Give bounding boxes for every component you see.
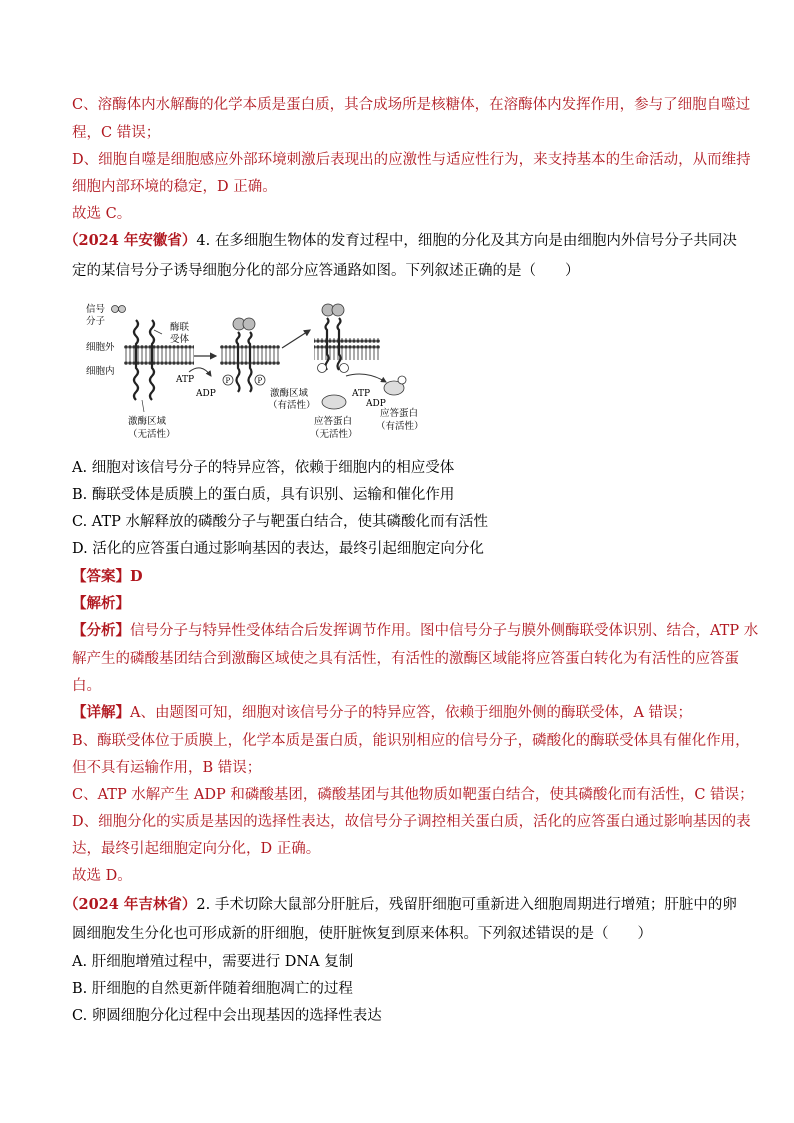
answer-line xyxy=(72,568,740,586)
option-d: D. 活化的应答蛋白通过影响基因的表达，最终引起细胞定向分化 xyxy=(72,541,484,557)
explanation-line: 细胞内部环境的稳定，D 正确。 xyxy=(72,179,277,195)
label-signal: 信号 xyxy=(86,304,106,315)
label-adp: ADP xyxy=(196,389,216,399)
label-kinase-state: （无活性） xyxy=(128,429,176,440)
xiangjie-line: 【详解】A、由题图可知，细胞对该信号分子的特异应答，依赖于细胞外侧的酶联受体，A 错误； xyxy=(72,704,693,721)
label-inside: 细胞内 xyxy=(86,366,115,377)
answer-tag: 【答案】 xyxy=(72,568,130,585)
question-4-stem xyxy=(64,232,737,250)
xiangjie-line: C、ATP 水解产生 ADP 和磷酸基团，磷酸基团与其他物质如靶蛋白结合，使其磷酸化而有活性，C 错误； xyxy=(72,787,754,803)
xiangjie-line: 但不具有运输作用，B 错误； xyxy=(72,760,262,776)
question-2-stem xyxy=(64,896,737,914)
option-b: B. 酶联受体是质膜上的蛋白质，具有识别、运输和催化作用 xyxy=(72,487,455,503)
explanation-line: D、细胞自噬是细胞感应外部环境刺激后表现出的应激性与适应性行为，来支持基本的生命活动，从而维持 xyxy=(72,152,751,168)
question-source: （2024 年安徽省） xyxy=(64,232,197,249)
question-text: 2. 手术切除大鼠部分肝脏后，残留肝细胞可重新进入细胞周期进行增殖；肝脏中的卵 xyxy=(196,897,737,913)
label-outside: 细胞外 xyxy=(86,342,115,353)
label-kinase-active-state: （有活性） xyxy=(268,400,316,411)
question-source: （2024 年吉林省） xyxy=(64,896,197,913)
question-text: 4. 在多细胞生物体的发育过程中，细胞的分化及其方向是由细胞内外信号分子共同决 xyxy=(196,233,737,249)
label-response: 应答蛋白 xyxy=(314,416,353,427)
question-2-stem-cont: 圆细胞发生分化也可形成新的肝细胞，使肝脏恢复到原来体积。下列叙述错误的是（ ） xyxy=(72,926,652,942)
fenxi-line: 解产生的磷酸基团结合到激酶区域使之具有活性，有活性的激酶区域能将应答蛋白转化为有活性的应答蛋 xyxy=(72,651,739,667)
fenxi-line: 【分析】信号分子与特异性受体结合后发挥调节作用。图中信号分子与膜外侧酶联受体识别、结合，ATP 水 xyxy=(72,622,759,639)
answer-value: D xyxy=(130,568,143,585)
signal-molecule-icon xyxy=(119,306,126,313)
xiangjie-line: D、细胞分化的实质是基因的选择性表达，故信号分子调控相关蛋白质，活化的应答蛋白通过影响基因的表 xyxy=(72,814,751,830)
response-protein-inactive xyxy=(322,395,346,409)
label-kinase: 激酶区域 xyxy=(128,416,167,427)
fenxi-tag: 【分析】 xyxy=(72,622,130,639)
label-response: 应答蛋白 xyxy=(380,408,419,419)
label-atp: ATP xyxy=(352,389,371,399)
explanation-line: 程，C 错误； xyxy=(72,125,161,141)
xiangjie-line: 达，最终引起细胞定向分化，D 正确。 xyxy=(72,841,321,857)
label-adp: ADP xyxy=(366,399,386,409)
xiangjie-tag: 【详解】 xyxy=(72,704,130,721)
signal-pathway-diagram xyxy=(84,300,429,445)
fenxi-line: 白。 xyxy=(72,678,101,694)
option-c: C. 卵圆细胞分化过程中会出现基因的选择性表达 xyxy=(72,1008,382,1024)
svg-text:P: P xyxy=(225,377,231,385)
label-kinase-active: 激酶区域 xyxy=(270,388,309,399)
conclusion-line: 故选 C。 xyxy=(72,206,132,222)
svg-text:P: P xyxy=(257,377,263,385)
question-4-stem-cont: 定的某信号分子诱导细胞分化的部分应答通路如图。下列叙述正确的是（ ） xyxy=(72,263,580,279)
label-response-state: （有活性） xyxy=(376,421,424,432)
option-a: A. 细胞对该信号分子的特异应答，依赖于细胞内的相应受体 xyxy=(72,460,455,476)
option-c: C. ATP 水解释放的磷酸分子与靶蛋白结合，使其磷酸化而有活性 xyxy=(72,514,489,530)
option-a: A. 肝细胞增殖过程中，需要进行 DNA 复制 xyxy=(72,954,354,970)
signal-molecule-icon xyxy=(112,306,119,313)
label-atp: ATP xyxy=(176,375,195,385)
cell-membrane xyxy=(124,344,194,366)
label-receptor: 受体 xyxy=(170,334,190,345)
explanation-line: C、溶酶体内水解酶的化学本质是蛋白质，其合成场所是核糖体，在溶酶体内发挥作用，参与了细胞自噬过 xyxy=(72,97,751,113)
label-response-state: （无活性） xyxy=(310,429,358,440)
cell-membrane xyxy=(314,338,380,360)
arrow xyxy=(282,330,310,348)
xiangjie-line: B、酶联受体位于质膜上，化学本质是蛋白质，能识别相应的信号分子，磷酸化的酶联受体具有催化作用， xyxy=(72,733,750,749)
conclusion-line: 故选 D。 xyxy=(72,868,132,884)
analysis-tag: 【解析】 xyxy=(72,595,130,612)
option-b: B. 肝细胞的自然更新伴随着细胞凋亡的过程 xyxy=(72,981,353,997)
label-receptor: 酶联 xyxy=(170,322,190,333)
label-molecule: 分子 xyxy=(86,316,106,327)
